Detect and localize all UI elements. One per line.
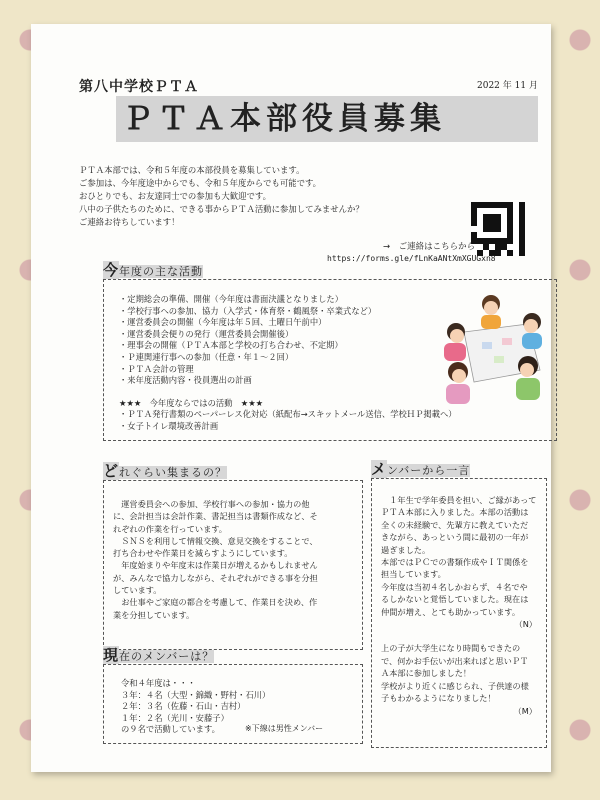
list-item: ・ＰＴＡ会計の管理 [119, 363, 194, 374]
members-note: ※下線は男性メンバー [245, 724, 324, 733]
list-item: ・理事会の開催（ＰＴＡ本部と学校の打ち合わせ、不定期） [119, 340, 343, 351]
text-line: １年生で学年委員を担い、ご縁があって [381, 495, 537, 505]
flyer-sheet [31, 24, 551, 772]
text-line: ＰＴＡ本部に入りました。本部の活動は [381, 507, 529, 518]
text-line: れぞれの作業を行っています。 [113, 523, 227, 534]
text-line: 本部ではＰＣでの書類作成やＩＴ関係を [381, 557, 529, 568]
text-line: 上の子が大学生になり時間もできたの [381, 643, 521, 654]
heading-initial: 現 [103, 646, 120, 664]
howmany-text [113, 498, 357, 621]
intro-line: ＰＴＡ本部では、令和５年度の本部役員を募集しています。 [79, 165, 305, 175]
issue-date: 2022 年 11 月 [477, 81, 538, 91]
heading-initial: ど [103, 462, 120, 480]
list-item: ・来年度活動内容・役員選出の計画 [119, 375, 252, 386]
list-item: ・女子トイレ環境改善計画 [119, 420, 219, 431]
contact-url-link[interactable]: https://forms.gle/fLnKaANtXmXGUGxn8 [327, 254, 496, 263]
heading-initial: メ [371, 460, 388, 478]
page-title: ＰＴＡ本部役員募集 [116, 96, 538, 142]
list-item: ・ＰＴＡ発行書類のペーパーレス化対応（紙配布→スキットメール送信、学校ＨＰ掲載へ） [119, 409, 457, 419]
text-line: 担当しています。 [381, 569, 446, 580]
text-line: の９名で活動しています。 [121, 724, 220, 735]
list-item: ・Ｐ連関連行事への参加（任意・年１～２回） [119, 351, 294, 362]
qr-code[interactable] [471, 202, 525, 256]
heading-text: れぐらい集まるの？ [119, 466, 228, 479]
list-item: ・運営委員会便りの発行（運営委員会開催後） [119, 328, 294, 339]
text-line: 令和４年度は・・・ [121, 678, 196, 688]
school-name: 第八中学校ＰＴＡ [79, 79, 199, 95]
intro-line: ご参加は、今年度途中からでも、令和５年度からでも可能です。 [79, 178, 322, 188]
text-line: が、みんなで協力しながら、それぞれができる事を分担 [113, 572, 318, 583]
voices-heading [371, 460, 541, 478]
text-line: ３年：４名（大型・錦織・野村・石川） [121, 689, 271, 700]
text-line: Ａ本部に参加しました！ [381, 668, 472, 679]
intro-line: おひとりでも、お友達同士での参加も大歓迎です。 [79, 191, 271, 201]
howmany-heading [103, 462, 273, 480]
text-line: るしかないと覚悟していました。現在は [381, 594, 529, 605]
contact-label: → ご連絡はこちらから [383, 242, 476, 252]
special-activities-list [119, 409, 457, 432]
text-line: に、会計担当は会計作業、書記担当は書類作成など、そ [113, 511, 318, 522]
text-line: 今年度は当初４名しかおらず、４名でや [381, 581, 528, 592]
intro-line: ご連絡お待ちしています！ [79, 217, 180, 227]
text-line: きながら、あっという間に最初の一年が [381, 532, 529, 543]
text-line: で、何かお手伝いが出来ればと思いＰＴ [381, 655, 529, 666]
text-line: お仕事やご家庭の都合を考慮して、作業日を決め、作 [113, 597, 318, 608]
text-line: 子もわかるようになりました！ [381, 693, 496, 704]
text-line: １年：２名（光川・安藤子） [121, 712, 229, 723]
text-line: 全くの未経験で、先輩方に教えていただ [381, 519, 529, 530]
meeting-illustration [436, 292, 548, 406]
text-line: しています。 [113, 585, 162, 596]
text-line: 仲間が増え、とても助かっています。 [381, 606, 521, 617]
text-line: 運営委員会への参加、学校行事への参加・協力の他 [113, 499, 310, 509]
voices-text [381, 494, 543, 717]
heading-initial: 今 [103, 261, 120, 279]
text-line: 年度始まりや年度末は作業日が増えるかもしれません [113, 560, 318, 571]
heading-text: 年度の主な活動 [119, 265, 204, 278]
members-heading [103, 646, 273, 664]
text-line: ２年：３名（佐藤・石山・吉村） [121, 701, 246, 712]
text-line: ＳＮＳを利用して情報交換、意見交換をすることで、 [113, 535, 318, 546]
list-item: ・学校行事への参加、協力（入学式・体育祭・鶴風祭・卒業式など） [119, 305, 377, 316]
intro-line: 八中の子供たちのために、できる事からＰＴＡ活動に参加してみませんか？ [79, 204, 364, 214]
text-line: 業を分担しています。 [113, 609, 195, 620]
text-line: 過ぎました。 [381, 544, 431, 555]
text-line: 打ち合わせや作業日を減らすようにしています。 [113, 548, 293, 559]
intro-text [79, 164, 479, 229]
activities-list [119, 294, 376, 387]
activities-heading [103, 261, 273, 279]
comment-signature: （M） [513, 705, 537, 716]
heading-text: ンバーから一言 [387, 464, 471, 477]
spacer [381, 630, 543, 642]
list-item: ・定期総会の準備、開催（今年度は書面決議となりました） [119, 294, 344, 304]
comment-signature: （N） [514, 619, 537, 630]
heading-text: 在のメンバーは？ [119, 650, 215, 663]
special-activities-title: ★★★ 今年度ならではの活動 ★★★ [119, 398, 264, 408]
text-line: 学校がより近くに感じられ、子供達の様 [381, 680, 529, 691]
list-item: ・運営委員会の開催（今年度は年５回、土曜日午前中） [119, 317, 327, 328]
